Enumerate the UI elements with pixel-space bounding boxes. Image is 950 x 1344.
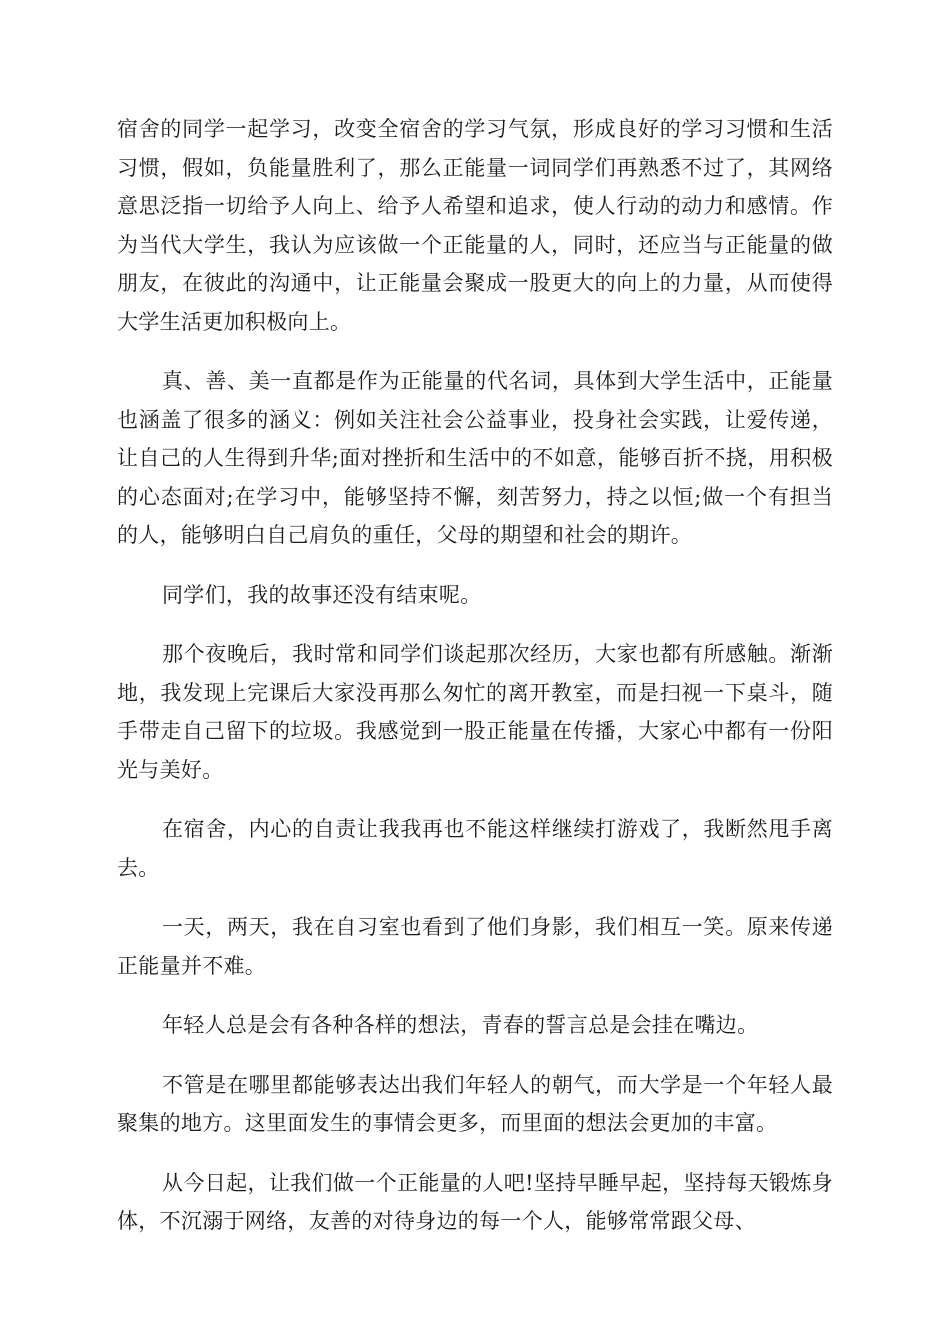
paragraph-continued: 宿舍的同学一起学习，改变全宿舍的学习气氛，形成良好的学习习惯和生活习惯，假如，负能量胜利了，那么正能量一词同学们再熟悉不过了，其网络意思泛指一切给予人向上、给予人希望和追求，使人行动的动力和感情。作为当代大学生，我认为应该做一个正能量的人，同时，还应当与正能量的做朋友，在彼此的沟通中，让正能量会聚成一股更大的向上的力量，从而使得大学生活更加积极向上。 <box>117 117 833 334</box>
paragraph: 一天，两天，我在自习室也看到了他们身影，我们相互一笑。原来传递正能量并不难。 <box>117 915 833 978</box>
paragraph: 不管是在哪里都能够表达出我们年轻人的朝气，而大学是一个年轻人最聚集的地方。这里面发生的事情会更多，而里面的想法会更加的丰富。 <box>117 1072 833 1135</box>
document-body <box>117 110 833 1262</box>
paragraph: 从今日起，让我们做一个正能量的人吧!坚持早睡早起，坚持每天锻炼身体，不沉溺于网络，友善的对待身边的每一个人，能够常常跟父母、 <box>117 1170 833 1233</box>
paragraph: 在宿舍，内心的自责让我我再也不能这样继续打游戏了，我断然甩手离去。 <box>117 817 833 880</box>
paragraph: 同学们，我的故事还没有结束呢。 <box>162 582 482 607</box>
paragraph: 真、善、美一直都是作为正能量的代名词，具体到大学生活中，正能量也涵盖了很多的涵义：例如关注社会公益事业，投身社会实践，让爱传递，让自己的人生得到升华;面对挫折和生活中的不如意，能够百折不挠，用积极的心态面对;在学习中，能够坚持不懈，刻苦努力，持之以恒;做一个有担当的人，能够明白自己肩负的重任，父母的期望和社会的期许。 <box>117 369 833 547</box>
paragraph: 那个夜晚后，我时常和同学们谈起那次经历，大家也都有所感触。渐渐地，我发现上完课后大家没再那么匆忙的离开教室，而是扫视一下桌斗，随手带走自己留下的垃圾。我感觉到一股正能量在传播，大家心中都有一份阳光与美好。 <box>117 642 833 782</box>
paragraph: 年轻人总是会有各种各样的想法，青春的誓言总是会挂在嘴边。 <box>162 1013 759 1037</box>
